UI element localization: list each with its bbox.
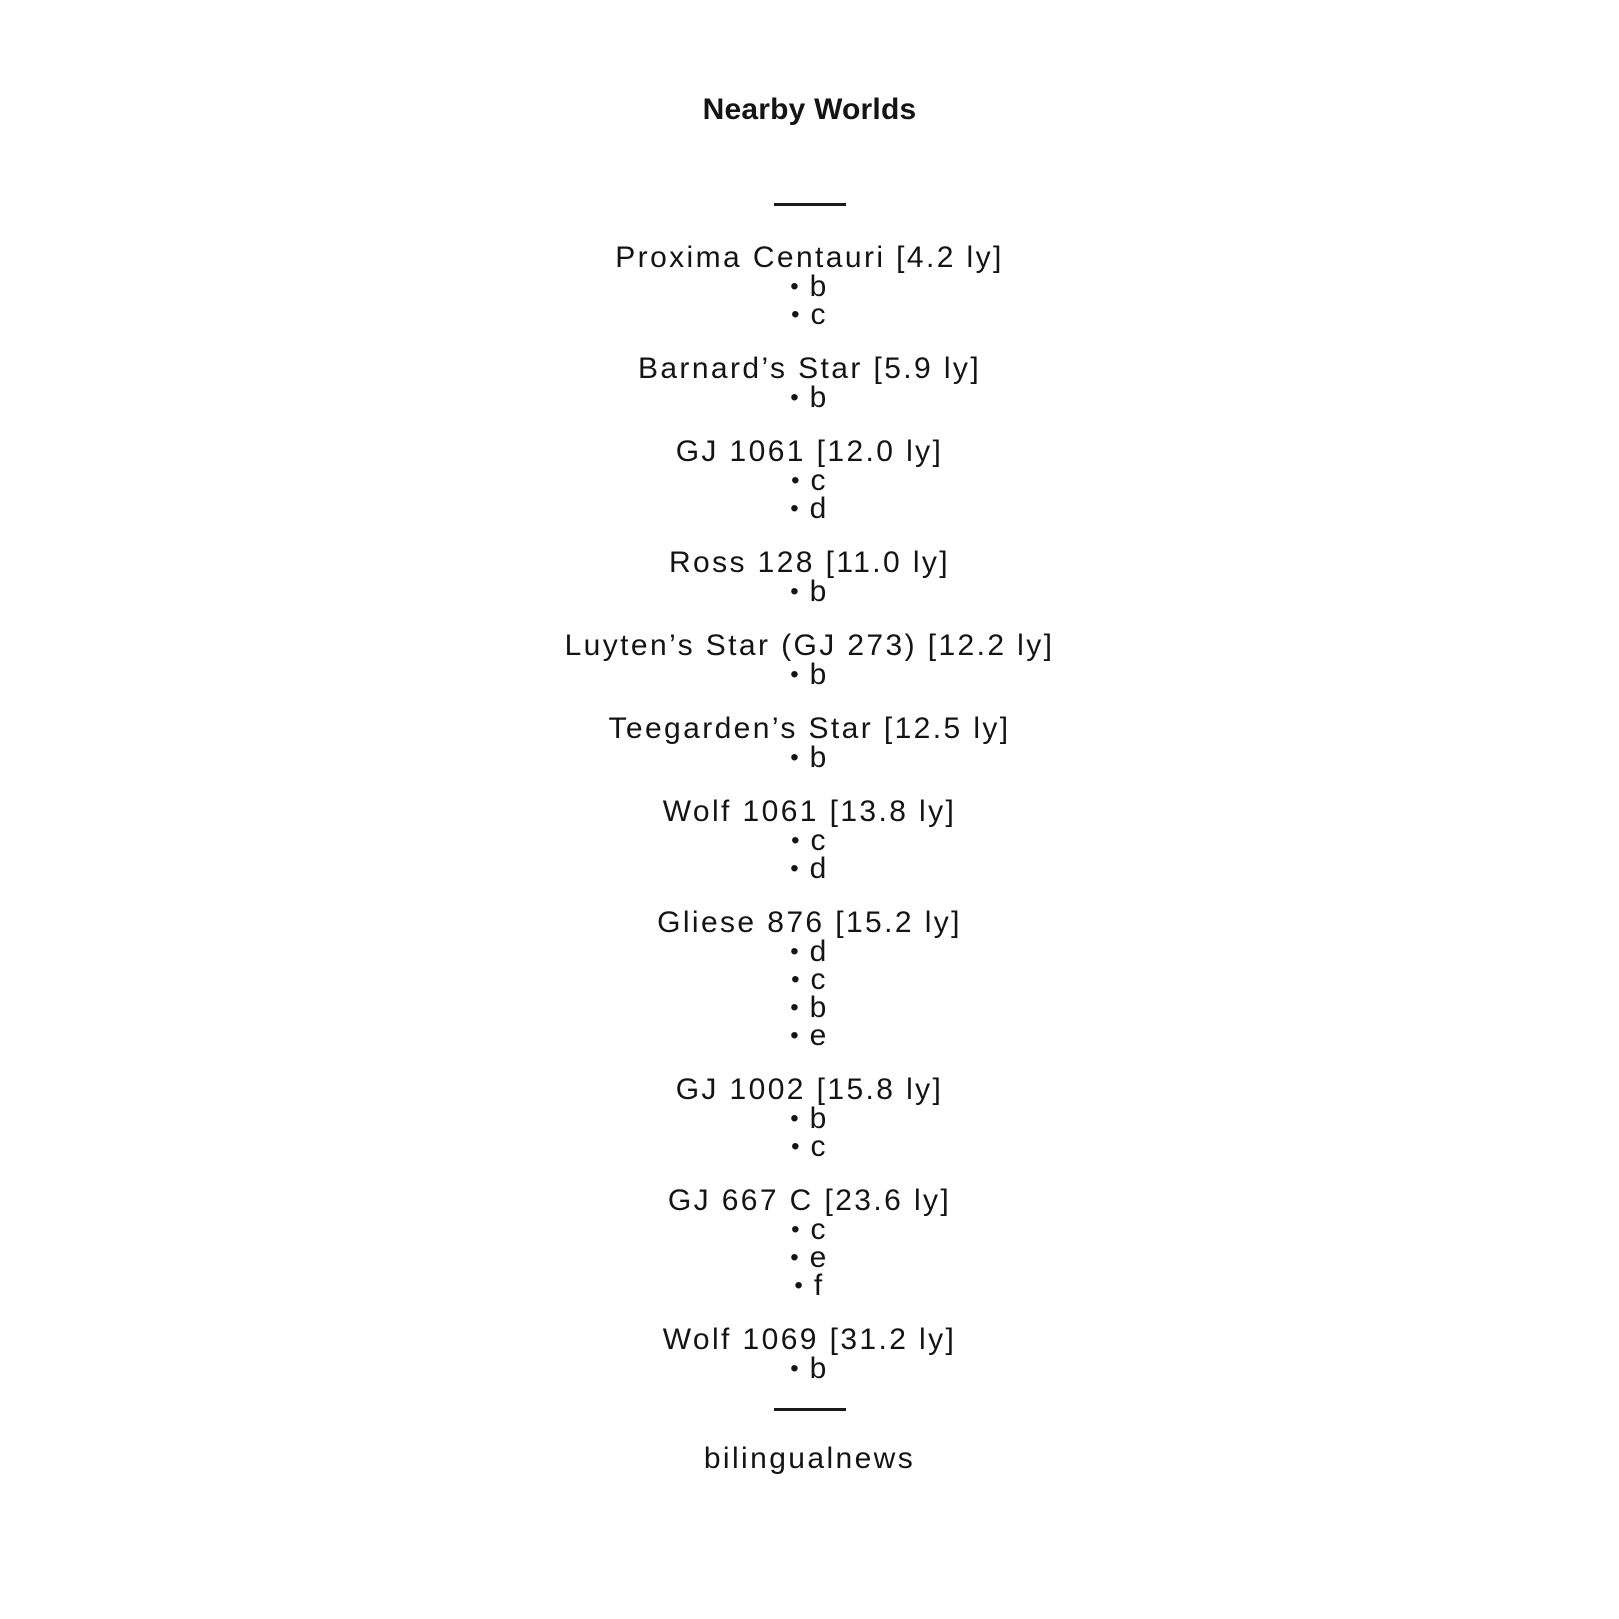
planet-letter: c <box>810 1213 828 1246</box>
star-name-label: Proxima Centauri [4.2 ly] <box>615 241 1004 274</box>
bullet-icon: • <box>791 827 800 854</box>
star-group <box>0 354 1619 412</box>
star-list <box>0 243 1619 1383</box>
bullet-icon: • <box>790 855 799 882</box>
planet-item <box>0 575 1619 608</box>
planet-item <box>0 1213 1619 1246</box>
star-group <box>0 437 1619 523</box>
planet-item <box>0 1269 1619 1302</box>
star-group <box>0 797 1619 883</box>
planet-letter: b <box>809 991 829 1024</box>
top-divider <box>774 203 846 206</box>
star-name-label: GJ 1061 [12.0 ly] <box>675 435 944 468</box>
star-name-label: Ross 128 [11.0 ly] <box>668 546 951 579</box>
bullet-icon: • <box>791 1133 800 1160</box>
star-group <box>0 1325 1619 1383</box>
star-name-label: Barnard’s Star [5.9 ly] <box>637 352 982 385</box>
planet-item <box>0 935 1619 968</box>
planet-letter: b <box>809 658 829 691</box>
bullet-icon: • <box>790 384 799 411</box>
bullet-icon: • <box>790 744 799 771</box>
bullet-icon: • <box>791 301 800 328</box>
bullet-icon: • <box>790 495 799 522</box>
star-group <box>0 243 1619 329</box>
planet-letter: c <box>810 963 828 996</box>
planet-letter: b <box>809 381 829 414</box>
planet-letter: b <box>809 1102 829 1135</box>
planet-letter: c <box>810 824 828 857</box>
bullet-icon: • <box>790 661 799 688</box>
planet-letter: c <box>810 298 828 331</box>
bullet-icon: • <box>790 994 799 1021</box>
bullet-icon: • <box>790 1105 799 1132</box>
planet-item <box>0 1019 1619 1052</box>
star-name-label: Luyten’s Star (GJ 273) [12.2 ly] <box>564 629 1055 662</box>
planet-letter: b <box>809 1352 829 1385</box>
bullet-icon: • <box>790 938 799 965</box>
planet-letter: d <box>809 935 829 968</box>
planet-item <box>0 1130 1619 1163</box>
planet-item <box>0 1352 1619 1385</box>
bullet-icon: • <box>790 273 799 300</box>
star-group <box>0 714 1619 772</box>
bullet-icon: • <box>790 1244 799 1271</box>
planet-item <box>0 464 1619 497</box>
planet-letter: e <box>809 1019 829 1052</box>
planet-item <box>0 741 1619 774</box>
planet-letter: b <box>809 741 829 774</box>
bullet-icon: • <box>794 1272 803 1299</box>
planet-letter: b <box>809 270 829 303</box>
star-group <box>0 548 1619 606</box>
planet-letter: c <box>810 1130 828 1163</box>
page-title: Nearby Worlds <box>702 93 917 126</box>
planet-item <box>0 824 1619 857</box>
planet-item <box>0 270 1619 303</box>
star-name-label: GJ 667 C [23.6 ly] <box>667 1184 952 1217</box>
star-group <box>0 631 1619 689</box>
planet-item <box>0 991 1619 1024</box>
star-name-label: Gliese 876 [15.2 ly] <box>657 906 962 939</box>
planet-item <box>0 298 1619 331</box>
bottom-divider <box>774 1408 846 1411</box>
planet-item <box>0 852 1619 885</box>
star-name-label: GJ 1002 [15.8 ly] <box>675 1073 944 1106</box>
bullet-icon: • <box>790 1022 799 1049</box>
star-name-label: Wolf 1069 [31.2 ly] <box>662 1323 957 1356</box>
planet-item <box>0 658 1619 691</box>
planet-item <box>0 492 1619 525</box>
planet-item <box>0 1102 1619 1135</box>
bullet-icon: • <box>790 578 799 605</box>
star-name-label: Teegarden’s Star [12.5 ly] <box>608 712 1011 745</box>
star-group <box>0 1075 1619 1161</box>
planet-letter: b <box>809 575 829 608</box>
planet-item <box>0 963 1619 996</box>
bullet-icon: • <box>791 966 800 993</box>
star-name-label: Wolf 1061 [13.8 ly] <box>662 795 957 828</box>
planet-letter: d <box>809 852 829 885</box>
planet-letter: e <box>809 1241 829 1274</box>
footer-brand: bilingualnews <box>703 1442 916 1475</box>
planet-item <box>0 1241 1619 1274</box>
star-group <box>0 908 1619 1050</box>
bullet-icon: • <box>791 1216 800 1243</box>
planet-item <box>0 381 1619 414</box>
planet-letter: d <box>809 492 829 525</box>
bullet-icon: • <box>790 1355 799 1382</box>
bullet-icon: • <box>791 467 800 494</box>
planet-letter: c <box>810 464 828 497</box>
star-group <box>0 1186 1619 1300</box>
planet-letter: f <box>813 1269 825 1302</box>
